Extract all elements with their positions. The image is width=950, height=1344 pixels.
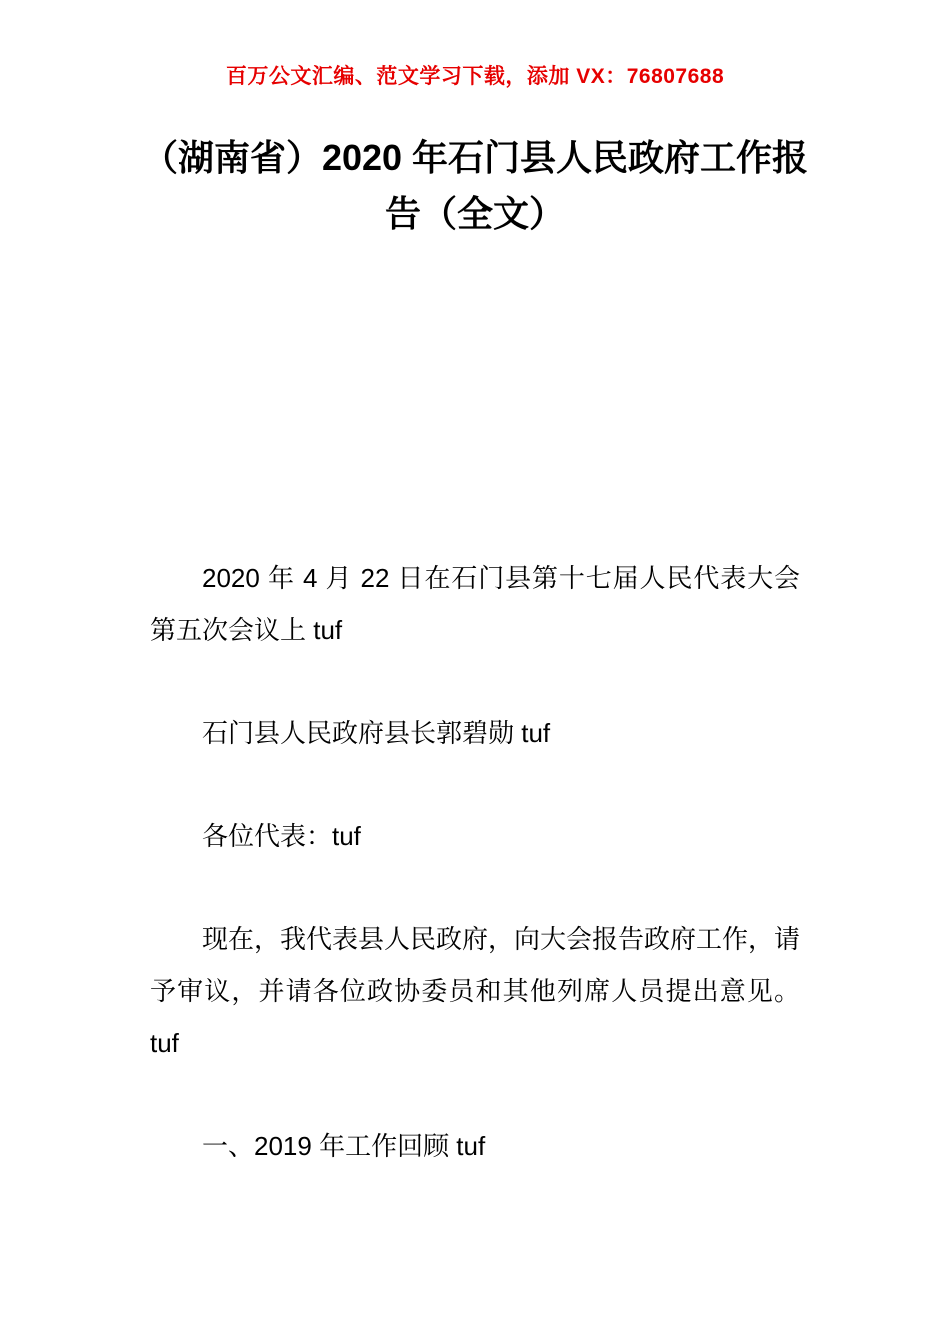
section-heading-2019-review: 一、2019 年工作回顾 tuf bbox=[202, 1131, 486, 1161]
paragraph-author: 石门县人民政府县长郭碧勋 tuf bbox=[202, 718, 551, 748]
paragraph-meeting-info: 2020 年 4 月 22 日在石门县第十七届人民代表大会第五次会议上 tuf bbox=[150, 563, 800, 645]
promo-notice: 百万公文汇编、范文学习下载，添加 VX：76807688 bbox=[225, 65, 725, 88]
document-title: （湖南省）2020 年石门县人民政府工作报告（全文） bbox=[141, 137, 809, 234]
document-body bbox=[0, 552, 950, 1172]
paragraph-salutation: 各位代表：tuf bbox=[202, 821, 361, 851]
paragraph-intro: 现在，我代表县人民政府，向大会报告政府工作，请予审议，并请各位政协委员和其他列席人员提出意见。tuf bbox=[150, 924, 801, 1058]
